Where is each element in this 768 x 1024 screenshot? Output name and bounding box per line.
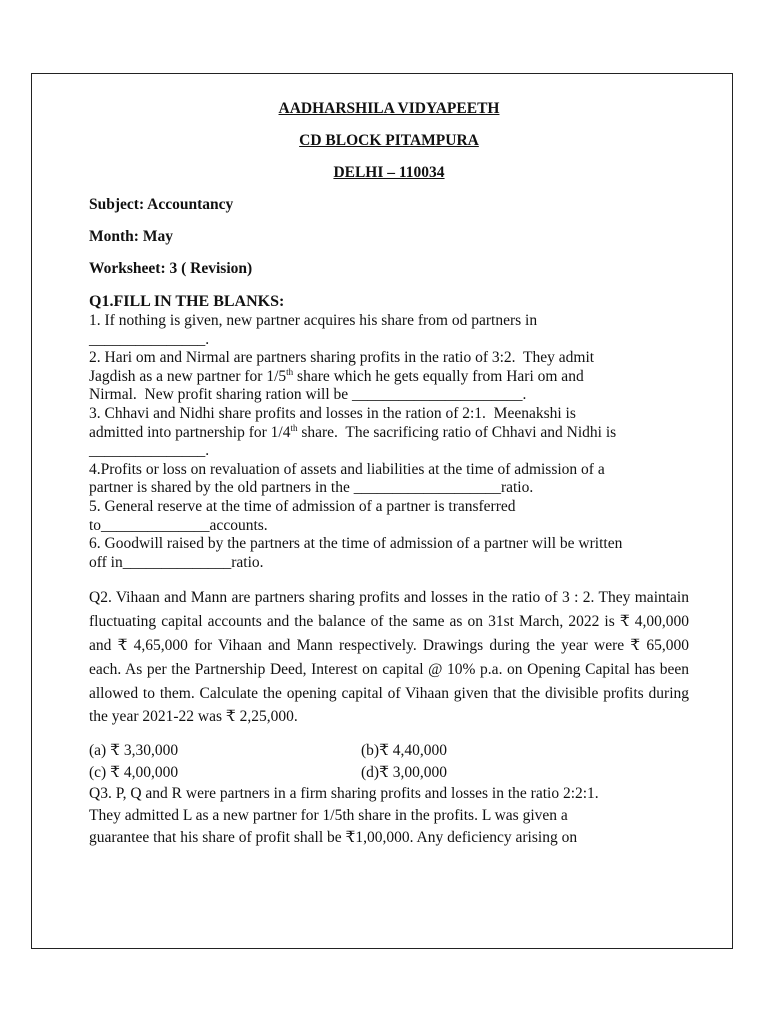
school-name: AADHARSHILA VIDYAPEETH [278,100,500,117]
q1-body [89,312,689,572]
q1-title: Q1.FILL IN THE BLANKS: [89,293,285,310]
option-a: (a) ₹ 3,30,000 [89,742,179,760]
worksheet-content [89,100,689,849]
school-address: CD BLOCK PITAMPURA [299,132,479,149]
q3-line: They admitted L as a new partner for 1/5th share in the profits. L was given a [89,807,568,825]
superscript: th [286,366,294,377]
subject-line: Subject: Accountancy [89,196,234,213]
q1-line: Nirmal. New profit sharing ration will be ______________________. [89,386,527,404]
option-d: (d)₹ 3,00,000 [361,764,448,782]
q1-text: share which he gets equally from Hari om and [293,367,584,385]
superscript: th [290,422,298,433]
q1-line [89,368,689,387]
q1-line: _______________. [89,330,210,348]
q1-text: admitted into partnership for 1/4 [89,423,291,441]
worksheet-line: Worksheet: 3 ( Revision) [89,260,253,277]
q3-line: Q3. P, Q and R were partners in a firm sharing profits and losses in the ratio 2:2:1. [89,785,599,803]
q1-line: 2. Hari om and Nirmal are partners sharing profits in the ratio of 3:2. They admit [89,349,595,367]
q1-line: off in______________ratio. [89,553,264,571]
q1-line: to______________accounts. [89,516,268,534]
q1-text: share. The sacrificing ratio of Chhavi and Nidhi is [297,423,617,441]
q2-options [89,741,689,783]
q1-line: 6. Goodwill raised by the partners at the time of admission of a partner will be written [89,535,623,553]
q3-line: guarantee that his share of profit shall be ₹1,00,000. Any deficiency arising on [89,829,578,847]
option-b: (b)₹ 4,40,000 [361,742,448,760]
q1-line: 3. Chhavi and Nidhi share profits and losses in the ration of 2:1. Meenakshi is [89,404,576,422]
q2-text: Q2. Vihaan and Mann are partners sharing profits and losses in the ratio of 3 : 2. They maintain fluctuating capital accounts and the balance of the same as on 31st March, 2022 is ₹ 4,00,000 and ₹ 4,65,000 for Vihaan and Mann respectively. Drawings during the year were ₹ 65,000 each. As per the Partnership Deed, Interest on capital @ 10% p.a. on Opening Capital has been allowed to them. Calculate the opening capital of Vihaan given that the divisible profits during the year 2021-22 was ₹ 2,25,000. [89,589,689,726]
q1-line: 5. General reserve at the time of admission of a partner is transferred [89,497,516,515]
q1-line [89,424,689,443]
q1-line: partner is shared by the old partners in the ___________________ratio. [89,479,534,497]
month-line: Month: May [89,228,173,245]
q3-body [89,783,689,849]
option-c: (c) ₹ 4,00,000 [89,764,179,782]
q1-line: 1. If nothing is given, new partner acquires his share from od partners in [89,312,538,329]
q1-line: 4.Profits or loss on revaluation of assets and liabilities at the time of admission of a [89,460,605,478]
q1-text: Jagdish as a new partner for 1/5 [89,367,287,385]
q1-line: _______________. [89,442,210,460]
school-city: DELHI – 110034 [333,164,445,181]
